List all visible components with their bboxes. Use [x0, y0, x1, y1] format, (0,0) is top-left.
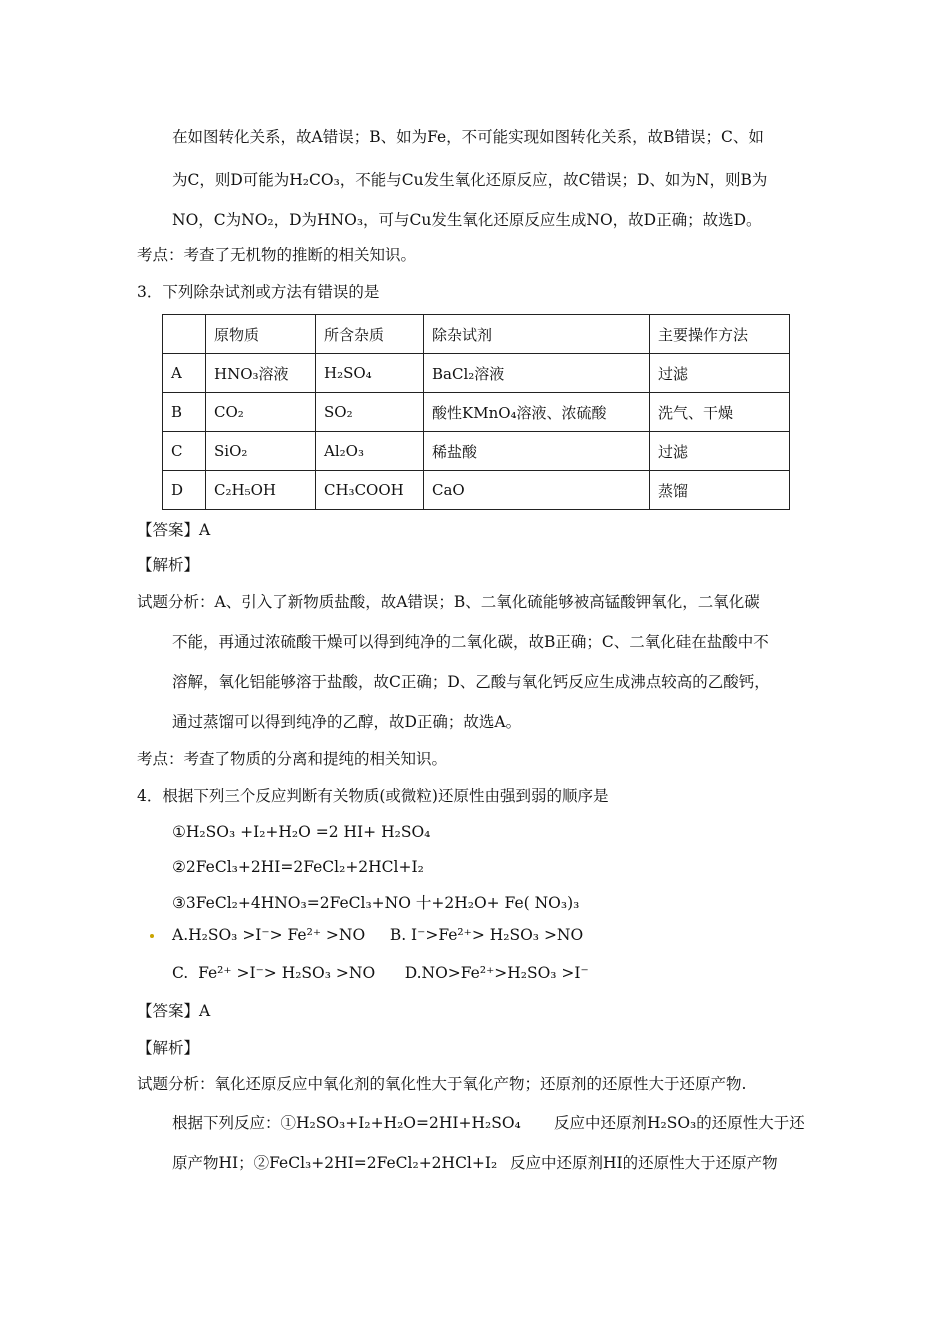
answer-explanation-line-2: 为C，则D可能为H₂CO₃，不能与Cu发生氧化还原反应，故C错误；D、如为N，则B为: [172, 171, 768, 189]
table-cell: SO₂: [316, 393, 424, 432]
answer-label-q3: 【答案】A: [137, 521, 211, 539]
table-row: [163, 432, 790, 471]
table-header-cell: 原物质: [206, 315, 316, 354]
table-cell: CaO: [424, 471, 650, 510]
table-cell: 洗气、干燥: [650, 393, 790, 432]
table-cell: Al₂O₃: [316, 432, 424, 471]
answer-label-q4: 【答案】A: [137, 1002, 211, 1020]
analysis-label-q4: 【解析】: [137, 1039, 200, 1057]
table-cell: H₂SO₄: [316, 354, 424, 393]
table-cell: 酸性KMnO₄溶液、浓硫酸: [424, 393, 650, 432]
key-point-q3: 考点：考查了物质的分离和提纯的相关知识。: [137, 750, 448, 768]
table-cell: 过滤: [650, 354, 790, 393]
reaction-1: ①H₂SO₃ +I₂+H₂O =2 HI+ H₂SO₄: [172, 823, 431, 841]
analysis-q4-line-2-conclusion: 反应中还原剂H₂SO₃的还原性大于还: [554, 1114, 805, 1132]
reaction-2: ②2FeCl₃+2HI=2FeCl₂+2HCl+I₂: [172, 858, 424, 876]
analysis-q4-line-3-conclusion: 反应中还原剂HI的还原性大于还原产物: [510, 1154, 778, 1172]
analysis-q3-line-3: 溶解，氧化铝能够溶于盐酸，故C正确；D、乙酸与氧化钙反应生成沸点较高的乙酸钙，: [172, 673, 770, 691]
table-cell: BaCl₂溶液: [424, 354, 650, 393]
table-cell: CH₃COOH: [316, 471, 424, 510]
reaction-3: ③3FeCl₂+4HNO₃=2FeCl₃+NO 十+2H₂O+ Fe( NO₃)₃: [172, 894, 580, 912]
analysis-q4-line-2: [172, 1113, 805, 1133]
table-cell: 蒸馏: [650, 471, 790, 510]
question-3-stem: 3．下列除杂试剂或方法有错误的是: [137, 283, 380, 301]
analysis-q3-line-1: 试题分析：A、引入了新物质盐酸，故A错误；B、二氧化硫能够被高锰酸钾氧化，二氧化碳: [137, 593, 760, 611]
analysis-q4-line-3: [172, 1153, 778, 1173]
question-4-stem: 4．根据下列三个反应判断有关物质(或微粒)还原性由强到弱的顺序是: [137, 787, 609, 805]
table-row: [163, 471, 790, 510]
analysis-q4-line-1: 试题分析：氧化还原反应中氧化剂的氧化性大于氧化产物；还原剂的还原性大于还原产物.: [137, 1075, 747, 1093]
analysis-q3-line-4: 通过蒸馏可以得到纯净的乙醇，故D正确；故选A。: [172, 713, 522, 731]
table-cell: 过滤: [650, 432, 790, 471]
table-header-row: [163, 315, 790, 354]
analysis-q4-line-2-reaction: 根据下列反应：①H₂SO₃+I₂+H₂O=2HI+H₂SO₄: [172, 1114, 521, 1132]
table-header-cell: [163, 315, 206, 354]
answer-explanation-line-3: NO，C为NO₂，D为HNO₃，可与Cu发生氧化还原反应生成NO，故D正确；故选D。: [172, 211, 762, 229]
table-header-cell: 所含杂质: [316, 315, 424, 354]
table-row: [163, 393, 790, 432]
table-cell: D: [163, 471, 206, 510]
options-ab: A.H₂SO₃ >I⁻> Fe²⁺ >NO B. I⁻>Fe²⁺> H₂SO₃ >NO: [172, 926, 584, 944]
table-cell: SiO₂: [206, 432, 316, 471]
table-cell: 稀盐酸: [424, 432, 650, 471]
analysis-label-q3: 【解析】: [137, 556, 200, 574]
analysis-q4-line-3-reaction: 原产物HI；②FeCl₃+2HI=2FeCl₂+2HCl+I₂: [172, 1154, 498, 1172]
table-cell: C: [163, 432, 206, 471]
table-cell: CO₂: [206, 393, 316, 432]
table-cell: A: [163, 354, 206, 393]
options-cd: C. Fe²⁺ >I⁻> H₂SO₃ >NO D.NO>Fe²⁺>H₂SO₃ >I⁻: [172, 964, 589, 982]
bullet-dot-icon: [150, 934, 154, 938]
table-row: [163, 354, 790, 393]
impurity-removal-table: [162, 314, 790, 510]
key-point-q2: 考点：考查了无机物的推断的相关知识。: [137, 246, 417, 264]
table-cell: B: [163, 393, 206, 432]
table-cell: HNO₃溶液: [206, 354, 316, 393]
answer-explanation-line-1: 在如图转化关系，故A错误；B、如为Fe，不可能实现如图转化关系，故B错误；C、如: [172, 128, 764, 146]
analysis-q3-line-2: 不能，再通过浓硫酸干燥可以得到纯净的二氧化碳，故B正确；C、二氧化硅在盐酸中不: [172, 633, 769, 651]
table-header-cell: 除杂试剂: [424, 315, 650, 354]
table-header-cell: 主要操作方法: [650, 315, 790, 354]
table-cell: C₂H₅OH: [206, 471, 316, 510]
